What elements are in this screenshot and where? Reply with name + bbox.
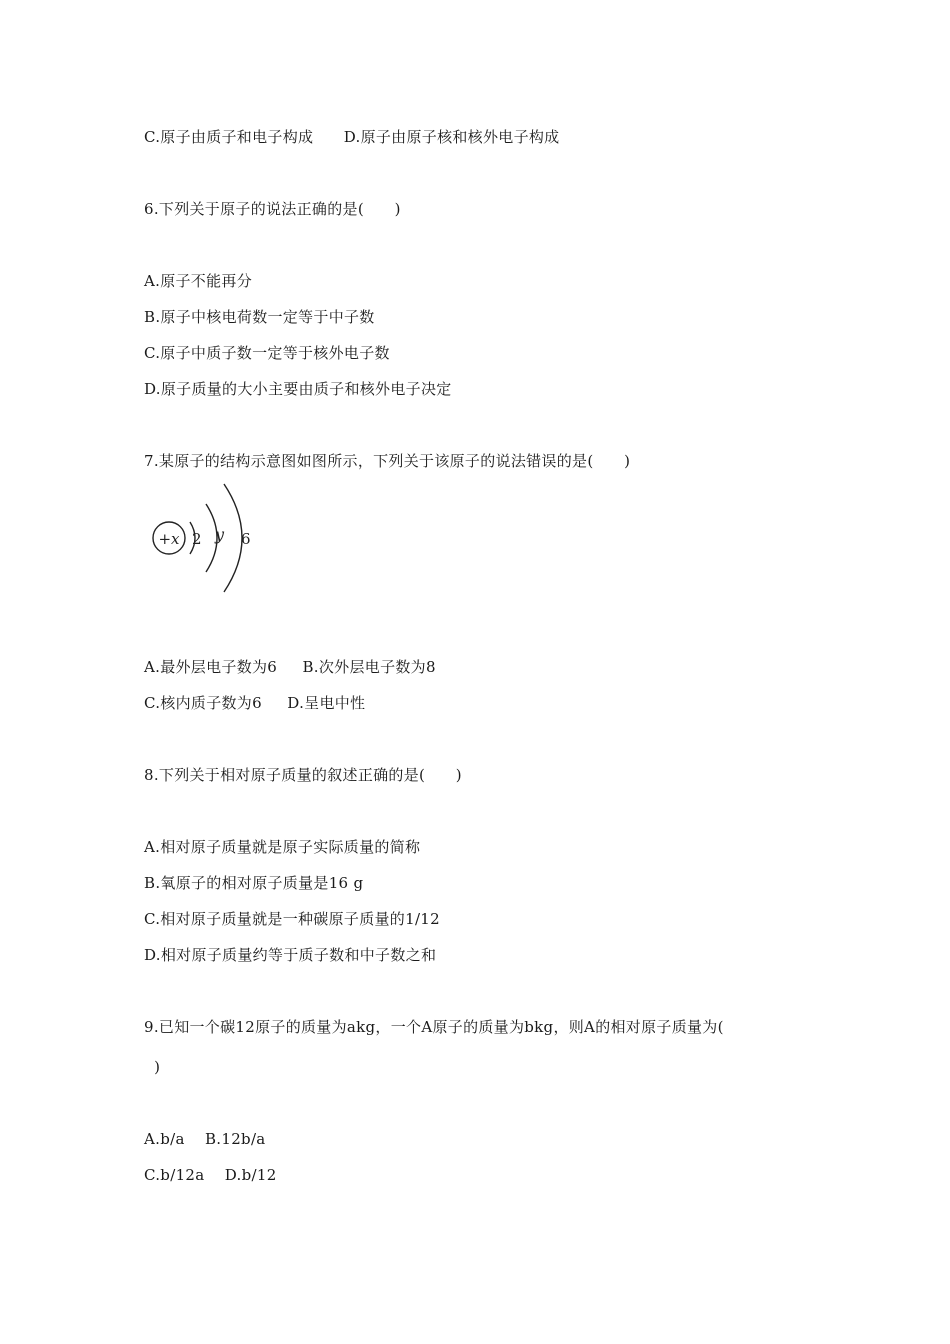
q7-options-ab: A.最外层电子数为6 B.次外层电子数为8 xyxy=(144,658,436,676)
q6-option-a: A.原子不能再分 xyxy=(144,272,253,290)
inner-shell-count: 2 xyxy=(192,530,202,548)
q8-stem: 8.下列关于相对原子质量的叙述正确的是( ) xyxy=(144,766,462,784)
q8-option-a: A.相对原子质量就是原子实际质量的简称 xyxy=(144,838,421,856)
q6-option-d: D.原子质量的大小主要由质子和核外电子决定 xyxy=(144,380,452,398)
q6-stem: 6.下列关于原子的说法正确的是( ) xyxy=(144,200,401,218)
q9-stem-line-2: ) xyxy=(144,1058,161,1076)
q8-option-c: C.相对原子质量就是一种碳原子质量的1/12 xyxy=(144,910,440,928)
q9-options-ab: A.b/a B.12b/a xyxy=(144,1130,266,1148)
outer-shell-arc xyxy=(224,484,242,592)
atom-structure-svg xyxy=(140,478,270,598)
q7-options-cd: C.核内质子数为6 D.呈电中性 xyxy=(144,694,366,712)
q8-option-d: D.相对原子质量约等于质子数和中子数之和 xyxy=(144,946,437,964)
q9-options-cd: C.b/12a D.b/12 xyxy=(144,1166,277,1184)
outer-shell-count: 6 xyxy=(241,530,251,548)
q6-option-c: C.原子中质子数一定等于核外电子数 xyxy=(144,344,390,362)
nucleus-label: +x xyxy=(158,530,180,548)
q6-option-b: B.原子中核电荷数一定等于中子数 xyxy=(144,308,375,326)
q5-options-cd: C.原子由质子和电子构成 D.原子由原子核和核外电子构成 xyxy=(144,128,560,146)
q7-stem: 7.某原子的结构示意图如图所示，下列关于该原子的说法错误的是( ) xyxy=(144,452,631,470)
q9-stem-line-1: 9.已知一个碳12原子的质量为akg，一个A原子的质量为bkg，则A的相对原子质量为( xyxy=(144,1018,724,1036)
middle-shell-count: y xyxy=(215,525,225,544)
atom-structure-diagram xyxy=(140,478,270,598)
q8-option-b: B.氧原子的相对原子质量是16 g xyxy=(144,874,364,892)
